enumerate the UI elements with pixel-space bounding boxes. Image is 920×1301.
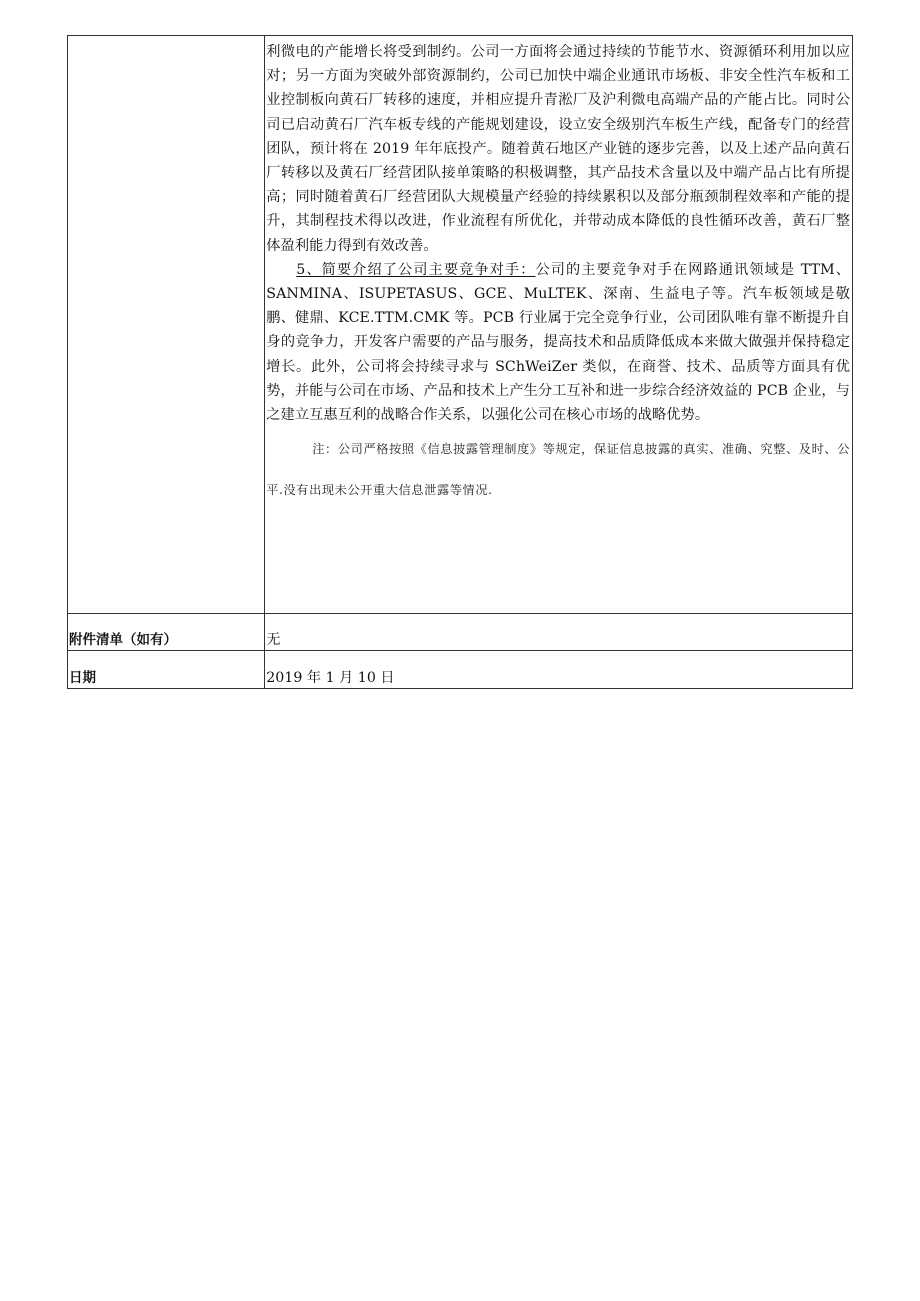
attachments-label: 附件清单（如有） xyxy=(69,632,177,648)
main-label-cell xyxy=(68,36,265,614)
attachments-label-cell xyxy=(68,614,265,651)
competitors-body: 公司的主要竞争对手在网路通讯领域是 TTM、SANMINA、ISUPETASUS、GCE、MuLTEK、深南、生益电子等。汽车板领域是敬鹏、健鼎、KCE.TTM.CMK 等。PCB 行业属于完全竞争行业，公司团队唯有靠不断提升自身的竞争力，开发客户需要的产品与服务，提高技术和品质降低成本来做大做强并保持稳定增长。此外，公司将会持续寻求与 SChWeiZer 类似，在商誉、技术、品质等方面具有优势，并能与公司在市场、产品和技术上产生分工互补和进一步综合经济效益的 PCB 企业，与之建立互惠互利的战略合作关系，以强化公司在核心市场的战略优势。 xyxy=(266,261,850,424)
paragraph-production: 利微电的产能增长将受到制约。公司一方面将会通过持续的节能节水、资源循环利用加以应对；另一方面为突破外部资源制约，公司已加快中端企业通讯市场板、非安全性汽车板和工业控制板向黄石厂转移的速度，并相应提升青淞厂及沪利微电高端产品的产能占比。同时公司已启动黄石厂汽车板专线的产能规划建设，设立安全级别汽车板生产线，配备专门的经营团队，预计将在 2019 年年底投产。随着黄石地区产业链的逐步完善，以及上述产品向黄石厂转移以及黄石厂经营团队接单策略的积极调整，其产品技术含量以及中端产品占比有所提高；同时随着黄石厂经营团队大规模量产经验的持续累积以及部分瓶颈制程效率和产能的提升，其制程技术得以改进，作业流程有所优化，并带动成本降低的良性循环改善，黄石厂整体盈利能力得到有效改善。 xyxy=(266,44,850,254)
attachments-row xyxy=(68,614,853,651)
date-label: 日期 xyxy=(69,670,96,686)
attachments-value: 无 xyxy=(266,632,281,648)
date-value: 2019 年 1 月 10 日 xyxy=(266,670,395,686)
attachments-value-cell xyxy=(265,614,853,651)
date-label-cell xyxy=(68,651,265,689)
date-row xyxy=(68,651,853,689)
disclosure-note: 注：公司严格按照《信息披露管理制度》等规定，保证信息披露的真实、准确、究整、及时、公平.没有出现未公开重大信息泄露等情况. xyxy=(266,442,850,498)
document-table xyxy=(67,35,853,689)
date-value-cell xyxy=(265,651,853,689)
paragraph-competitors xyxy=(266,258,850,427)
competitors-heading: 5、简要介绍了公司主要竞争对手： xyxy=(296,261,536,278)
main-content-row xyxy=(68,36,853,614)
main-content-cell xyxy=(265,36,853,614)
